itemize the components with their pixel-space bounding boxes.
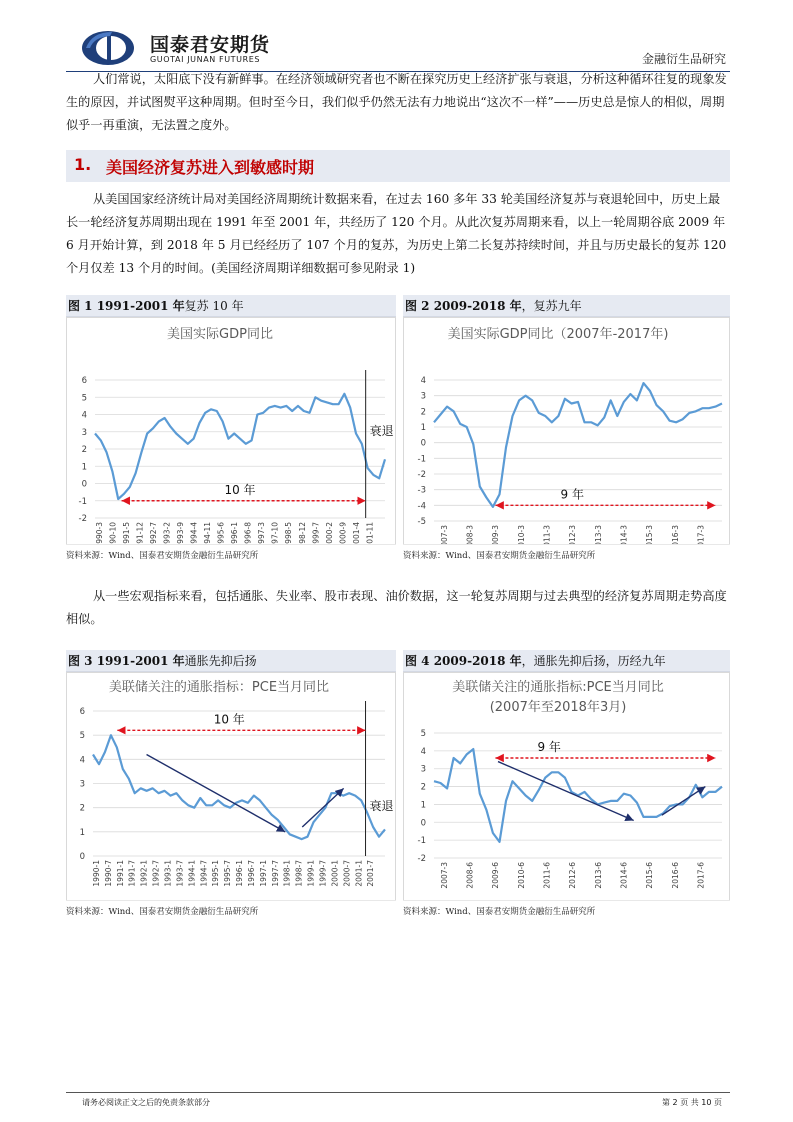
chart-title: 美联储关注的通胀指标:PCE当月同比 (452, 680, 664, 695)
recession-label: 衰退 (369, 424, 394, 439)
figure-3 (66, 650, 396, 923)
x-tick-label: 2015-6 (645, 862, 655, 889)
x-tick-label: 1997-10 (270, 522, 280, 544)
figure-2 (403, 295, 730, 567)
series-line (434, 749, 722, 842)
figure-2-source: 资料来源：Wind、国泰君安期货金融衍生品研究所 (403, 544, 730, 567)
figure-3-label: 图 3 1991-2001 年 (68, 654, 185, 668)
figure-4-source: 资料来源：Wind、国泰君安期货金融衍生品研究所 (403, 900, 730, 923)
x-tick-label: 2000-1 (330, 860, 340, 887)
y-tick-label: -1 (78, 496, 87, 507)
figure-2-caption: ，复苏九年 (521, 299, 582, 313)
x-tick-label: 1996-1 (230, 522, 240, 544)
x-tick-label: 1992-7 (148, 522, 158, 544)
x-tick-label: 1995-1 (211, 860, 221, 887)
x-tick-label: 2014-6 (619, 862, 629, 889)
figure-1-source: 资料来源：Wind、国泰君安期货金融衍生品研究所 (66, 544, 396, 567)
x-tick-label: 1992-7 (151, 860, 161, 887)
paragraph-2: 从一些宏观指标来看，包括通胀、失业率、股市表现、油价数据，这一轮复苏周期与过去典型的经济复苏周期走势高度相似。 (66, 589, 727, 626)
x-tick-label: 2017-3 (696, 525, 706, 544)
pce-chart-1991-2001 (67, 673, 395, 900)
duration-label: 10 年 (224, 482, 256, 497)
x-tick-label: 1997-1 (258, 860, 268, 887)
x-tick-label: 1998-1 (282, 860, 292, 887)
y-tick-label: 1 (420, 800, 426, 811)
figure-2-header (403, 295, 730, 317)
y-tick-label: 3 (420, 764, 426, 775)
x-tick-label: 1991-12 (135, 522, 145, 544)
x-tick-label: 1998-12 (297, 522, 307, 544)
y-tick-label: 1 (420, 423, 426, 433)
recession-label: 衰退 (369, 799, 394, 814)
x-tick-label: 1997-7 (270, 860, 280, 887)
y-tick-label: -2 (417, 854, 426, 864)
x-tick-label: 2011-3 (542, 525, 552, 544)
page-number: 第 2 页 共 10 页 (662, 1098, 722, 1107)
x-tick-label: 1996-1 (235, 860, 245, 887)
y-tick-label: -1 (417, 836, 426, 847)
disclaimer-note: 请务必阅读正文之后的免责条款部分 (82, 1098, 210, 1107)
x-tick-label: 1998-7 (294, 860, 304, 887)
gdp-chart-2009-2018 (404, 318, 729, 544)
duration-label: 10 年 (213, 712, 245, 727)
x-tick-label: 2000-7 (342, 860, 352, 887)
y-tick-label: 1 (79, 827, 85, 838)
x-tick-label: 1995-6 (216, 522, 226, 544)
figure-3-source: 资料来源：Wind、国泰君安期货金融衍生品研究所 (66, 900, 396, 923)
x-tick-label: 2011-6 (542, 862, 552, 889)
x-tick-label: 2016-3 (670, 525, 680, 544)
x-tick-label: 1993-2 (162, 522, 172, 544)
figure-1 (66, 295, 396, 567)
x-tick-label: 1991-7 (127, 860, 137, 887)
y-tick-label: -2 (417, 470, 426, 480)
figure-1-caption: 复苏 10 年 (184, 299, 244, 313)
x-tick-label: 2001-1 (354, 860, 364, 887)
figure-3-frame (66, 672, 396, 901)
figure-4-frame (403, 672, 730, 901)
intro-paragraph: 人们常说，太阳底下没有新鲜事。在经济领域研究者也不断在探究历史上经济扩张与衰退，分析这种循环往复的现象发生的原因，并试图熨平这种周期。但时至今日，我们似乎仍然无法有力地说出“这次不一样”——历史总是惊人的相似，周期似乎一再重演，无法置之度外。 (66, 72, 727, 132)
x-tick-label: 2010-3 (516, 525, 526, 544)
series-line (93, 735, 385, 839)
pce-chart-2009-2018 (404, 673, 729, 900)
x-tick-label: 1991-1 (115, 860, 125, 887)
company-name-cn: 国泰君安期货 (150, 34, 271, 56)
x-tick-label: 2008-6 (465, 862, 475, 889)
x-tick-label: 1990-7 (103, 860, 113, 887)
page-header (66, 26, 730, 72)
x-tick-label: 1995-7 (223, 860, 233, 887)
x-tick-label: 2010-6 (516, 862, 526, 889)
chart-subtitle: (2007年至2018年3月) (489, 700, 627, 715)
y-tick-label: 5 (79, 731, 85, 742)
figure-3-caption: 通胀先抑后扬 (184, 654, 257, 668)
figure-3-header (66, 650, 396, 672)
y-tick-label: 6 (79, 707, 85, 717)
figure-1-header (66, 295, 396, 317)
x-tick-label: 1994-4 (189, 522, 199, 544)
figure-2-frame (403, 317, 730, 545)
figure-1-label: 图 1 1991-2001 年 (68, 299, 185, 313)
y-tick-label: 1 (81, 462, 87, 473)
x-tick-label: 1992-1 (139, 860, 149, 887)
duration-label: 9 年 (560, 487, 584, 502)
x-tick-label: 2015-3 (645, 525, 655, 544)
x-tick-label: 2016-6 (670, 862, 680, 889)
y-tick-label: 3 (420, 391, 426, 402)
x-tick-label: 2008-3 (465, 525, 475, 544)
y-tick-label: 5 (81, 393, 87, 404)
y-tick-label: 3 (79, 779, 85, 790)
y-tick-label: 2 (420, 782, 426, 793)
department-label: 金融衍生品研究 (641, 52, 726, 66)
figure-2-label: 图 2 2009-2018 年 (405, 299, 522, 313)
x-tick-label: 2014-3 (619, 525, 629, 544)
figure-1-frame (66, 317, 396, 545)
x-tick-label: 2001-4 (351, 522, 361, 544)
x-tick-label: 1994-11 (203, 522, 213, 544)
gdp-chart-1991-2001 (67, 318, 395, 544)
y-tick-label: 2 (420, 407, 426, 418)
x-tick-label: 2001-11 (365, 522, 375, 544)
figure-4-caption: ，通胀先抑后扬，历经九年 (521, 654, 666, 668)
page-footer (66, 1092, 730, 1107)
x-tick-label: 1990-3 (94, 522, 104, 544)
y-tick-label: 2 (79, 803, 85, 814)
y-tick-label: 5 (420, 729, 426, 739)
x-tick-label: 2000-9 (338, 522, 348, 544)
x-tick-label: 1997-3 (257, 522, 267, 544)
chart-title: 美联储关注的通胀指标：PCE当月同比 (108, 680, 330, 695)
company-logo (80, 28, 140, 68)
y-tick-label: 4 (81, 410, 87, 421)
section-heading (66, 150, 730, 182)
trend-arrow (662, 787, 706, 816)
x-tick-label: 1993-7 (175, 860, 185, 887)
x-tick-label: 2009-3 (491, 525, 501, 544)
x-tick-label: 1990-1 (91, 860, 101, 887)
y-tick-label: -5 (417, 517, 426, 527)
company-name-en: GUOTAI JUNAN FUTURES (150, 55, 261, 64)
y-tick-label: 6 (81, 376, 87, 386)
x-tick-label: 1998-5 (284, 522, 294, 544)
y-tick-label: -1 (417, 454, 426, 465)
x-tick-label: 1990-10 (108, 522, 118, 544)
section-number: 1. (74, 155, 92, 174)
figure-4 (403, 650, 730, 923)
y-tick-label: -3 (417, 485, 426, 496)
y-tick-label: -2 (78, 514, 87, 524)
y-tick-label: 0 (420, 818, 426, 829)
y-tick-label: 4 (79, 755, 85, 766)
x-tick-label: 2007-3 (439, 525, 449, 544)
x-tick-label: 1991-5 (121, 522, 131, 544)
y-tick-label: 4 (420, 376, 426, 386)
y-tick-label: 0 (79, 852, 85, 862)
figure-4-label: 图 4 2009-2018 年 (405, 654, 522, 668)
chart-title: 美国实际GDP同比 (167, 327, 273, 342)
y-tick-label: -4 (417, 501, 426, 512)
section-title: 美国经济复苏进入到敏感时期 (106, 158, 315, 177)
x-tick-label: 1993-1 (163, 860, 173, 887)
x-tick-label: 1996-8 (243, 522, 253, 544)
x-tick-label: 2017-6 (696, 862, 706, 889)
x-tick-label: 2009-6 (491, 862, 501, 889)
x-tick-label: 2001-7 (366, 860, 376, 887)
chart-title: 美国实际GDP同比（2007年-2017年) (447, 327, 669, 342)
trend-arrow (498, 762, 634, 821)
x-tick-label: 2012-3 (568, 525, 578, 544)
duration-label: 9 年 (537, 740, 561, 754)
x-tick-label: 2012-6 (568, 862, 578, 889)
y-tick-label: 0 (420, 438, 426, 449)
x-tick-label: 1999-7 (318, 860, 328, 887)
y-tick-label: 4 (420, 746, 426, 757)
x-tick-label: 1999-7 (311, 522, 321, 544)
x-tick-label: 1994-1 (187, 860, 197, 887)
figure-4-header (403, 650, 730, 672)
y-tick-label: 3 (81, 427, 87, 438)
x-tick-label: 1993-9 (175, 522, 185, 544)
x-tick-label: 1999-1 (306, 860, 316, 887)
x-tick-label: 1994-7 (199, 860, 209, 887)
x-tick-label: 2013-3 (593, 525, 603, 544)
y-tick-label: 2 (81, 445, 87, 455)
x-tick-label: 2013-6 (593, 862, 603, 889)
x-tick-label: 2007-3 (439, 862, 449, 889)
x-tick-label: 2000-2 (324, 522, 334, 544)
x-tick-label: 1996-7 (246, 860, 256, 887)
paragraph-1: 从美国国家经济统计局对美国经济周期统计数据来看，在过去 160 多年 33 轮美国经济复苏与衰退轮回中，历史上最长一轮经济复苏周期出现在 1991 年至 2001 年，共经历了 120 个月。从此次复苏周期来看，以上一轮周期谷底 2009 年 6 月开始计算，到 2018 年 5 月已经经历了 107 个月的复苏，为历史上第二长复苏持续时间，并且与历史最长的复苏 120 个月仅差 13 个月的时间。(美国经济周期详细数据可参见附录 1) (66, 192, 727, 275)
y-tick-label: 0 (81, 479, 87, 490)
